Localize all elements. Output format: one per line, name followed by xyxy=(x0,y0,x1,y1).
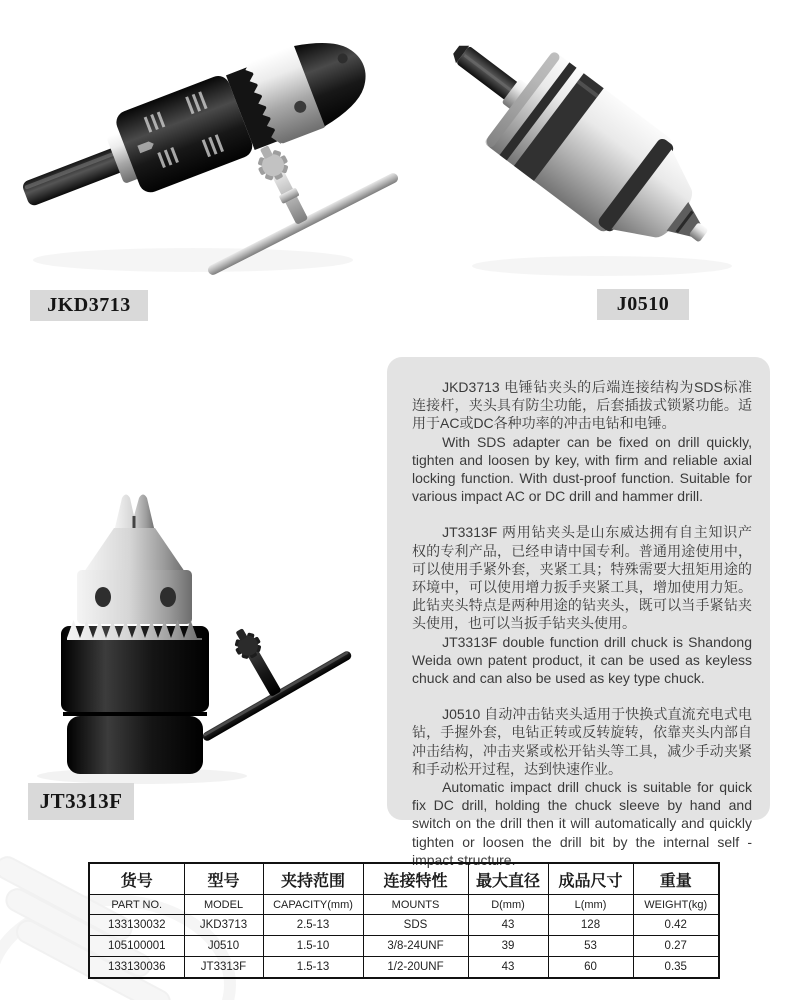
cell-part-no: 133130036 xyxy=(89,957,184,979)
header-en-capacity: CAPACITY(mm) xyxy=(263,895,363,915)
cell-weight: 0.27 xyxy=(633,936,719,957)
header-en-weight: WEIGHT(kg) xyxy=(633,895,719,915)
cell-diameter: 43 xyxy=(468,915,548,936)
header-en-length: L(mm) xyxy=(548,895,633,915)
cell-length: 60 xyxy=(548,957,633,979)
cell-capacity: 1.5-13 xyxy=(263,957,363,979)
description-paragraph-en-j0510: Automatic impact drill chuck is suitable for quick fix DC drill, holding the chuck sleeve by hand and switch on the drill then it will automatically and quickly tighten or loosen the drill bit by the internal self - impact structure. xyxy=(412,779,752,868)
header-en-diameter: D(mm) xyxy=(468,895,548,915)
header-en-part-no: PART NO. xyxy=(89,895,184,915)
description-panel xyxy=(387,357,770,868)
header-en-mounts: MOUNTS xyxy=(363,895,468,915)
header-zh-diameter: 最大直径 xyxy=(468,863,548,895)
chuck-body-jkd3713 xyxy=(10,24,379,236)
description-paragraph-en-jt3313f: JT3313F double function drill chuck is Shandong Weida own patent product, it can be used as keyless chuck and can also be used as key type chuck. xyxy=(412,633,752,687)
header-zh-mounts: 连接特性 xyxy=(363,863,468,895)
spec-table-row-jt3313f xyxy=(89,957,719,979)
header-zh-length: 成品尺寸 xyxy=(548,863,633,895)
chuck-body-j0510 xyxy=(432,14,739,283)
product-label-jt3313f: JT3313F xyxy=(28,783,134,820)
header-zh-model: 型号 xyxy=(184,863,263,895)
cell-mounts: SDS xyxy=(363,915,468,936)
header-zh-part-no: 货号 xyxy=(89,863,184,895)
photo-shadow xyxy=(472,256,732,276)
description-paragraph-en-jkd3713: With SDS adapter can be fixed on drill quickly, tighten and loosen by key, with firm and reliable axial locking function. With dust-proof function. Suitable for various impact AC or DC drill and hammer drill. xyxy=(412,433,752,505)
cell-mounts: 3/8-24UNF xyxy=(363,936,468,957)
header-zh-capacity: 夹持范围 xyxy=(263,863,363,895)
cell-part-no: 105100001 xyxy=(89,936,184,957)
cell-diameter: 43 xyxy=(468,957,548,979)
cell-part-no: 133130032 xyxy=(89,915,184,936)
cell-capacity: 2.5-13 xyxy=(263,915,363,936)
header-zh-weight: 重量 xyxy=(633,863,719,895)
cell-length: 128 xyxy=(548,915,633,936)
cell-weight: 0.42 xyxy=(633,915,719,936)
cell-mounts: 1/2-20UNF xyxy=(363,957,468,979)
spec-table-row-jkd3713 xyxy=(89,915,719,936)
description-paragraph-zh-jt3313f: JT3313F 两用钻夹头是山东威达拥有自主知识产权的专利产品，已经申请中国专利。普通用途使用中，可以使用手紧外套，夹紧工具；特殊需要大扭矩用途的环境中，可以使用增力扳手夹紧工具，增加使用力矩。此钻夹头特点是两种用途的钻夹头，既可以当手紧钻夹头使用，也可以当扳手钻夹头使用。 xyxy=(412,524,752,632)
spec-table-row-j0510 xyxy=(89,936,719,957)
product-label-j0510: J0510 xyxy=(597,289,689,320)
spec-table-header-zh xyxy=(89,863,719,895)
spec-table xyxy=(88,862,720,979)
cell-model: JT3313F xyxy=(184,957,263,979)
cell-diameter: 39 xyxy=(468,936,548,957)
chuck-body-jt3313f xyxy=(61,495,209,775)
photo-shadow xyxy=(33,248,353,272)
product-photo-j0510 xyxy=(432,14,762,286)
description-paragraph-zh-j0510: J0510 自动冲击钻夹头适用于快换式直流充电式电钻，手握外套，电钻正转或反转旋转，依靠夹头内部自冲击结构，冲击夹紧或松开钻头等工具，减少手动夹紧和手动松开过程，达到快速作业。 xyxy=(412,706,752,777)
product-photo-jkd3713 xyxy=(8,12,410,304)
header-en-model: MODEL xyxy=(184,895,263,915)
description-paragraph-zh-jkd3713: JKD3713 电锤钻夹头的后端连接结构为SDS标准连接杆，夹头具有防尘功能，后套插拔式锁紧功能。适用于AC或DC各种功率的冲击电钻和电锤。 xyxy=(412,379,752,432)
cell-length: 53 xyxy=(548,936,633,957)
cell-model: JKD3713 xyxy=(184,915,263,936)
cell-weight: 0.35 xyxy=(633,957,719,979)
product-label-jkd3713: JKD3713 xyxy=(30,290,148,321)
cell-model: J0510 xyxy=(184,936,263,957)
product-photo-jt3313f xyxy=(22,486,367,786)
cell-capacity: 1.5-10 xyxy=(263,936,363,957)
spec-table-header-en xyxy=(89,895,719,915)
